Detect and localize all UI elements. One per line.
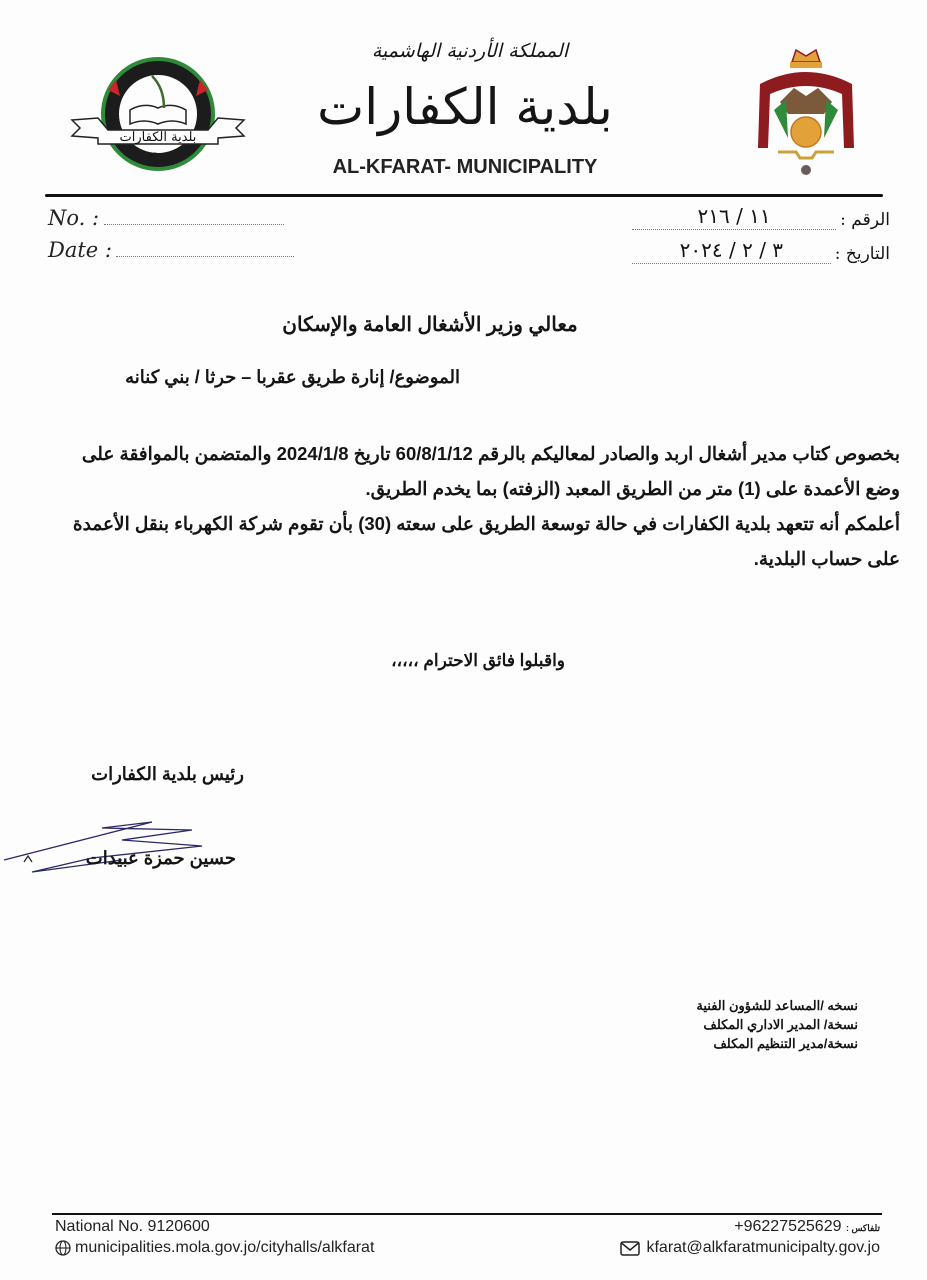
cc-list xyxy=(640,996,858,1053)
body-paragraph: أعلمكم أنه تتعهد بلدية الكفارات في حالة توسعة الطريق على سعته (30) بأن تقوم شركة الكهرباء بنقل الأعمدة على حساب البلدية. xyxy=(72,513,900,569)
no-label-en: No. : xyxy=(48,206,100,230)
fax-row xyxy=(640,1218,880,1236)
crown-base xyxy=(790,62,822,68)
flag-right xyxy=(824,100,838,138)
municipality-name-arabic: بلدية الكفارات xyxy=(317,78,613,136)
signatory-title: رئيس بلدية الكفارات xyxy=(91,764,244,784)
closing-line: واقبلوا فائق الاحترام ،،،،، xyxy=(391,651,565,670)
date-dotted-line xyxy=(116,256,294,257)
date-value: ٣ / ٢ / ٢٠٢٤ xyxy=(632,238,831,264)
website-row xyxy=(55,1239,374,1257)
ref-field-ar xyxy=(632,204,890,230)
flag-left xyxy=(774,100,788,138)
date-field-en xyxy=(48,238,294,262)
email-row xyxy=(560,1239,880,1257)
medal xyxy=(801,165,811,175)
envelope-icon xyxy=(620,1241,640,1256)
signatory-name: حسين حمزة عبيدات xyxy=(85,848,236,868)
cc-item: نسخه /المساعد للشؤون الفنية xyxy=(696,998,858,1013)
email-link[interactable]: kfarat@alkfaratmunicipalty.gov.jo xyxy=(646,1239,880,1256)
date-label-ar: التاريخ : xyxy=(834,244,890,264)
kingdom-title: المملكة الأردنية الهاشمية xyxy=(371,40,569,62)
ref-number-value: ١١ / ٢١٦ xyxy=(632,204,836,230)
no-field-en xyxy=(48,206,284,230)
header-divider xyxy=(45,194,883,197)
eagle xyxy=(780,88,832,114)
logo-text: بلدية الكفارات xyxy=(119,130,197,145)
subject-line: الموضوع/ إنارة طريق عقربا – حرثا / بني كنانه xyxy=(125,367,460,387)
date-label-en: Date : xyxy=(48,238,112,262)
municipality-name-english: AL-KFARAT- MUNICIPALITY xyxy=(332,156,598,178)
national-number: National No. 9120600 xyxy=(55,1218,210,1235)
fax-label: تلفاكس : xyxy=(845,1223,880,1233)
ref-label-ar: الرقم : xyxy=(840,210,890,230)
no-dotted-line xyxy=(104,224,284,225)
globe-icon xyxy=(55,1240,71,1256)
globe-shield xyxy=(791,117,821,147)
scroll xyxy=(778,152,834,158)
date-field-ar xyxy=(632,238,890,264)
body-paragraph: بخصوص كتاب مدير أشغال اربد والصادر لمعاليكم بالرقم 60/8/1/12 تاريخ 2024/1/8 والمتضمن بالموافقة على وضع الأعمدة على (1) متر من الطريق المعبد (الزفته) بما يخدم الطريق. xyxy=(81,443,900,499)
footer-divider xyxy=(52,1213,882,1215)
logo-year: ٢٠٠٠م xyxy=(149,151,167,158)
cc-item: نسخة/ المدير الاداري المكلف xyxy=(703,1017,858,1032)
crown xyxy=(792,50,820,62)
fax-number: +96227525629 xyxy=(734,1218,842,1235)
municipality-logo-icon xyxy=(68,52,248,180)
recipient: معالي وزير الأشغال العامة والإسكان xyxy=(282,314,578,336)
letter-body xyxy=(60,436,900,576)
signature-mark xyxy=(24,856,32,862)
website-link[interactable]: municipalities.mola.gov.jo/cityhalls/alkfarat xyxy=(75,1239,375,1256)
cc-item: نسخة/مدير التنظيم المكلف xyxy=(713,1036,858,1051)
coat-of-arms-icon xyxy=(752,40,860,186)
